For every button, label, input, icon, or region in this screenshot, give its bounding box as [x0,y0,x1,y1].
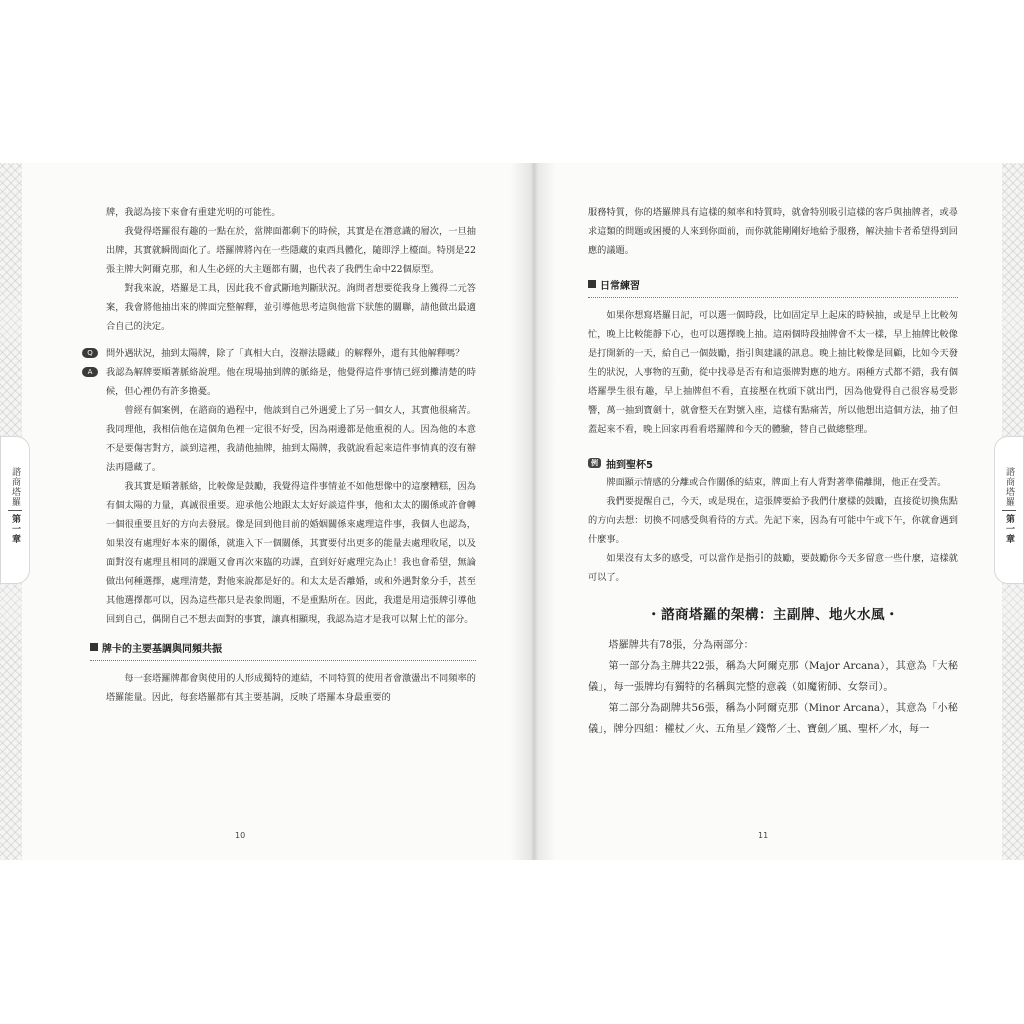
answer-text: 我認為解牌要順著脈絡說理。他在現場抽到牌的脈絡是，他覺得這件事情已經到攤清楚的時候，但心裡仍有許多擔憂。 [106,367,476,397]
right-paragraph: 如果沒有太多的感受，可以當作是指引的鼓勵，要鼓勵你今天多留意一些什麼，這樣就可以了。 [588,553,958,583]
tab-book-title: 諮商塔羅 [1004,467,1014,507]
section-heading [90,637,476,657]
right-paragraph: 牌面顯示情感的分離或合作關係的結束，牌面上有人背對著準備離開，他正在受苦。 [606,477,947,488]
chapter-tab-right [994,436,1024,584]
example-heading [588,453,958,473]
page-number-right: 11 [758,831,769,840]
section-heading [588,274,958,294]
right-paragraph: 第二部分為副牌共56張，稱為小阿爾克那（Minor Arcana），其意為「小秘儀」，牌分四組：權杖／火、五角星／錢幣／土、寶劍／風、聖杯／水，每一 [588,703,958,735]
tab-book-title: 諮商塔羅 [10,467,20,507]
page-number-left: 10 [235,831,246,840]
left-paragraph: 我其實是順著脈絡，比較像是鼓勵，我覺得這件事情並不如他想像中的這麼糟糕，因為有個太陽的力量，真誠很重要。迎承他公地跟太太好好談這件事，他和太太的關係或許會轉一個很重要且好的方向去發展。像是回到他目前的婚姻關係來處理這件事，我個人也認為，如果沒有處理好本來的關係，就進入下一個關係，其實要付出更多的能量去處理收尾，以及面對沒有處理且相同的課題又會再次來臨的功課，直到好好處理完為止！我也會希望，無論做出何種選擇，處理清楚，對他來說都是好的。和太太是否離婚，或和外遇對象分手，甚至其他選擇都可以，因為這些都只是表象問題，不是重點所在。因此，我還是用這張牌引導他回到自己，偶開自己不想去面對的事實，讓真相顯現，我認為這才是我可以幫上忙的部分。 [106,481,476,625]
chapter-tab-left [0,436,30,584]
left-paragraph: 牌，我認為接下來會有重建光明的可能性。 [106,207,281,218]
question-text: 問外遇狀況，抽到太陽牌，除了「真相大白，沒辦法隱藏」的解釋外，還有其他解釋嗎？ [106,348,465,359]
example-badge: 例 [588,458,601,468]
question-block [87,344,476,363]
answer-block [87,363,476,401]
tab-divider [1002,510,1016,511]
section-heading-text: 牌卡的主要基調與同頻共振 [102,643,222,655]
heading-bullet-icon [588,280,596,288]
tab-chapter: 第一章 [10,514,20,544]
question-marker: Q [82,348,98,358]
section-heading-text: 日常練習 [600,280,640,292]
dotted-divider [588,297,958,298]
dotted-divider [90,660,476,661]
right-paragraph: 第一部分為主牌共22張，稱為大阿爾克那（Major Arcana），其意為「大秘儀」，每一張牌均有獨特的名稱與完整的意義（如魔術師、女祭司）。 [588,661,958,693]
book-spread [22,163,1002,860]
tab-divider [8,510,22,511]
heading-bullet-icon [90,643,98,651]
right-paragraph: 我們要提醒自己，今天，或是現在，這張牌要給予我們什麼樣的鼓勵，直接從切換焦點的方向去想：切換不同感受與看待的方式。先記下來，因為有可能中午或下午，你就會遇到什麼事。 [588,496,958,545]
left-paragraph: 曾經有個案例，在諮商的過程中，他談到自己外遇愛上了另一個女人，其實他很痛苦。我同理他，我相信他在這個角色裡一定很不好受，因為兩邊都是他重視的人。因為他的本意不是要傷害對方，談到這裡，我請他抽牌，抽到太陽牌，我就說看起來這件事情真的沒有辦法再隱藏了。 [106,405,476,473]
book-gutter [510,163,556,860]
left-paragraph: 對我來說，塔羅是工具，因此我不會武斷地判斷狀況。詢問者想要從我身上獲得二元答案，我會將他抽出來的牌面完整解釋，並引導他思考這與他當下狀態的關聯，請他做出最適合自己的決定。 [106,283,476,332]
chapter-section-title: ・諮商塔羅的架構：主副牌、地火水風・ [647,607,899,623]
right-paragraph: 服務特質，你的塔羅牌具有這樣的頻率和特質時，就會特別吸引這樣的客戶與抽牌者，或尋求這類的問題或困擾的人來到你面前，而你就能剛剛好地給予服務，解決抽卡者希望得到回應的議題。 [588,207,958,256]
left-paragraph: 我覺得塔羅很有趣的一點在於，當牌面都剩下的時候，其實是在潛意識的層次，一旦抽出牌，其實就瞬間面化了。塔羅牌將內在一些隱藏的東西具體化，隨即浮上檯面。特別是22張主牌大阿爾克那，和人生必經的大主題都有關，也代表了我們生命中22個原型。 [106,226,477,275]
right-page [588,203,958,740]
left-paragraph: 每一套塔羅牌都會與使用的人形成獨特的連結，不同特質的使用者會激盪出不同頻率的塔羅能量。因此，每套塔羅都有其主要基調，反映了塔羅本身最重要的 [106,673,476,703]
example-heading-text: 抽到聖杯5 [606,459,653,471]
right-paragraph: 如果你想寫塔羅日記，可以選一個時段，比如固定早上起床的時候抽，或是早上比較匆忙，晚上比較能靜下心，也可以選擇晚上抽。這兩個時段抽牌會不太一樣，早上抽牌比較像是打開新的一天，給自己一個鼓勵，指引與建議的訊息。晚上抽比較像是回顧，比如今天發生的狀況，人事物的互動，從中找尋是否有和這張牌對應的地方。兩種方式都不錯，我有個塔羅學生很有趣，早上抽牌但不看，直接壓在枕頭下就出門，因為他覺得自己很容易受影響，萬一抽到寶劍十，就會整天在對號入座，這樣有點痛苦，所以他想出這個方法，抽了但蓋起來不看，晚上回家再看看塔羅牌和今天的體驗，替自己做總整理。 [588,310,958,435]
answer-marker: A [82,367,98,377]
left-page [87,203,477,707]
right-paragraph: 塔羅牌共有78張，分為兩部分： [608,640,754,651]
tab-chapter: 第一章 [1004,514,1014,544]
